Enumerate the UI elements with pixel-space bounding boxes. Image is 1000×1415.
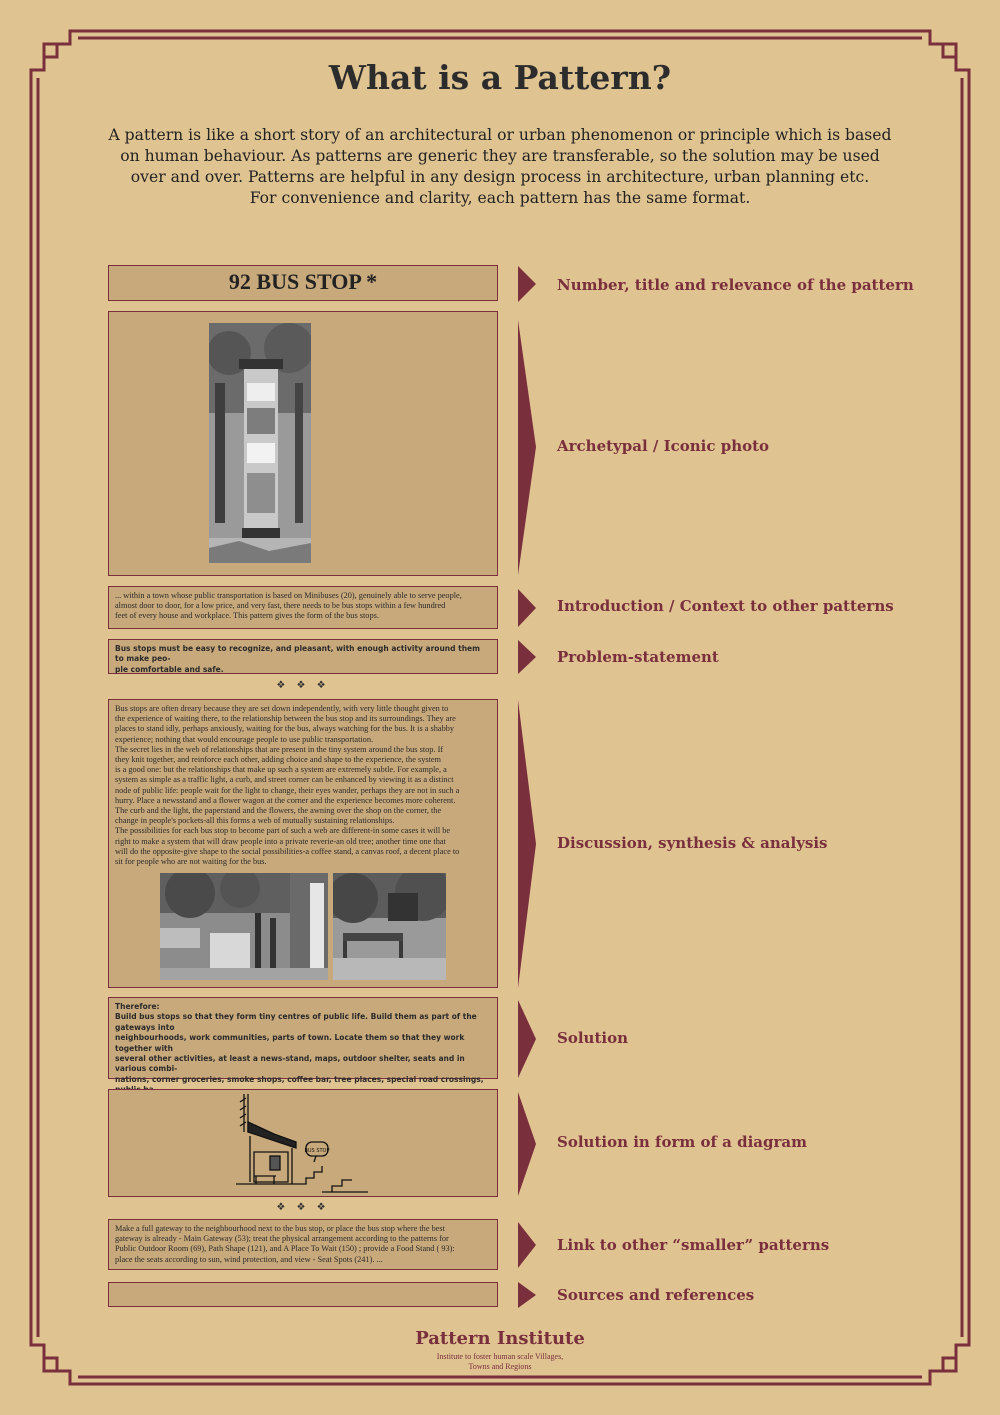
text-line: place the seats according to sun, wind protection, and view - Seat Spots (241). ... bbox=[115, 1254, 383, 1264]
text-line: hurry. Place a newsstand and a flower wagon at the corner and the experience becomes more coherent. bbox=[115, 795, 456, 805]
introduction-box bbox=[108, 586, 498, 629]
solution-arrow-icon bbox=[518, 1000, 538, 1078]
bus-stop-diagram bbox=[236, 1092, 376, 1196]
text-line: experience; nothing that would encourage people to use public transportation. bbox=[115, 734, 374, 744]
text-line: feet of every house and workplace. This pattern gives the form of the bus stops. bbox=[115, 611, 379, 621]
footer-subtitle bbox=[0, 1352, 1000, 1372]
street-scene-photo bbox=[160, 873, 328, 980]
text-line: they knit together, and reinforce each other, adding choice and shape to the experience, the system bbox=[115, 755, 442, 765]
text-line: The possibilities for each bus stop to become part of such a web are different-in some cases it will be bbox=[115, 826, 451, 836]
text-line: change in people's pockets-all this forms a web of mutually sustaining relationships. bbox=[115, 816, 395, 826]
text-line: gateway is already - Main Gateway (53); treat the physical arrangement according to the patterns for bbox=[115, 1234, 449, 1244]
text-line: Make a full gateway to the neighbourhood next to the bus stop, or place the bus stop where the best bbox=[115, 1224, 445, 1233]
label-solution: Solution bbox=[557, 1029, 628, 1047]
photo-arrow-icon bbox=[518, 320, 538, 575]
text-line: Bus stops are often dreary because they are set down independently, with very little thought given to bbox=[115, 704, 449, 713]
intro-line: over and over. Patterns are helpful in any design process in architecture, urban planning etc. bbox=[130, 168, 870, 186]
links-arrow-icon bbox=[518, 1222, 538, 1268]
pattern-title: 92 BUS STOP * bbox=[228, 269, 378, 294]
title-arrow-icon bbox=[518, 266, 538, 302]
separator-diamonds: ❖ ❖ ❖ bbox=[276, 1202, 330, 1213]
intro-paragraph bbox=[105, 125, 895, 209]
problem-arrow-icon bbox=[518, 640, 538, 674]
text-line: Public Outdoor Room (69), Path Shape (121), and A Place To Wait (150) ; provide a Food Stand ( 93): bbox=[115, 1244, 455, 1254]
label-sources: Sources and references bbox=[557, 1286, 755, 1304]
sources-arrow-icon bbox=[518, 1282, 538, 1308]
page-title: What is a Pattern? bbox=[328, 58, 672, 97]
text-line: Therefore: bbox=[115, 1002, 160, 1011]
label-introduction: Introduction / Context to other patterns bbox=[557, 597, 894, 615]
sources-box bbox=[108, 1282, 498, 1307]
text-line: ... within a town whose public transportation is based on Minibuses (20), genuinely able to serve people, bbox=[115, 591, 462, 600]
text-line: Bus stops must be easy to recognize, and pleasant, with enough activity around them to make peo- bbox=[115, 644, 480, 664]
advertising-column-photo bbox=[209, 323, 311, 563]
introduction-text bbox=[109, 587, 497, 626]
text-line: node of public life: people wait for the light to change, their eyes wander, perhaps they are not in such a bbox=[115, 785, 460, 795]
problem-text bbox=[109, 640, 497, 679]
pattern-title-box bbox=[108, 265, 498, 301]
problem-box bbox=[108, 639, 498, 674]
text-line: Institute to foster human scale Villages, bbox=[436, 1352, 564, 1361]
links-text bbox=[109, 1220, 497, 1269]
text-line: Towns and Regions bbox=[468, 1362, 532, 1371]
text-line: places to stand idly, perhaps anxiously, waiting for the bus, always watching for the bus. It is a shabby bbox=[115, 724, 455, 734]
introduction-arrow-icon bbox=[518, 589, 538, 627]
label-photo: Archetypal / Iconic photo bbox=[557, 437, 770, 455]
text-line: several other activities, at least a news-stand, maps, outdoor shelter, seats and in various combi- bbox=[115, 1054, 465, 1074]
label-problem: Problem-statement bbox=[557, 648, 719, 666]
text-line: right to make a system that will draw people into a private reverie-an old tree; another time one that bbox=[115, 836, 446, 846]
text-line: ple comfortable and safe. bbox=[115, 664, 224, 674]
label-number-title: Number, title and relevance of the pattern bbox=[557, 276, 914, 294]
diagram-sign-text: BUS STOP bbox=[304, 1148, 330, 1154]
discussion-arrow-icon bbox=[518, 700, 538, 988]
text-line: system as simple as a traffic light, a curb, and street corner can be enhanced by viewing it as a distinct bbox=[115, 775, 454, 785]
discussion-text bbox=[109, 700, 497, 871]
text-line: The secret lies in the web of relationships that are present in the tiny system around the bus stop. If bbox=[115, 744, 444, 754]
bus-stop-seating-photo bbox=[333, 873, 446, 980]
text-line: The curb and the light, the paperstand and the flowers, the awning over the shop on the corner, the bbox=[115, 806, 442, 816]
text-line: the experience of waiting there, to the relationship between the bus stop and its surroundings. They are bbox=[115, 714, 456, 724]
intro-line: For convenience and clarity, each pattern has the same format. bbox=[249, 189, 751, 207]
diagram-arrow-icon bbox=[518, 1092, 538, 1196]
intro-line: A pattern is like a short story of an architectural or urban phenomenon or principle which is based bbox=[108, 126, 892, 144]
solution-box bbox=[108, 997, 498, 1084]
label-diagram: Solution in form of a diagram bbox=[557, 1133, 807, 1151]
label-links: Link to other “smaller” patterns bbox=[557, 1236, 830, 1254]
text-line: almost door to door, for a low price, and very fast, there needs to be bus stops within a few hundred bbox=[115, 601, 446, 611]
text-line: Build bus stops so that they form tiny centres of public life. Build them as part of the gateways into bbox=[115, 1012, 477, 1032]
label-discussion: Discussion, synthesis & analysis bbox=[557, 834, 828, 852]
footer-title: Pattern Institute bbox=[415, 1328, 585, 1349]
text-line: will do the opposite-give shape to the social possibilities-a coffee stand, a canvas roof, a decent place to bbox=[115, 846, 460, 856]
links-box bbox=[108, 1219, 498, 1270]
intro-line: on human behaviour. As patterns are generic they are transferable, so the solution may be used bbox=[120, 147, 880, 165]
text-line: neighbourhoods, work communities, parts of town. Locate them so that they work together with bbox=[115, 1033, 465, 1053]
separator-diamonds: ❖ ❖ ❖ bbox=[276, 680, 330, 691]
text-line: is a good one: but the relationships that make up such a system are extremely subtle. For example, a bbox=[115, 765, 447, 775]
text-line: sit for people who are not waiting for the bus. bbox=[115, 857, 267, 867]
text-line: nations, corner groceries, smoke shops, coffee bar, tree places, special road crossings, bbox=[115, 1074, 484, 1084]
